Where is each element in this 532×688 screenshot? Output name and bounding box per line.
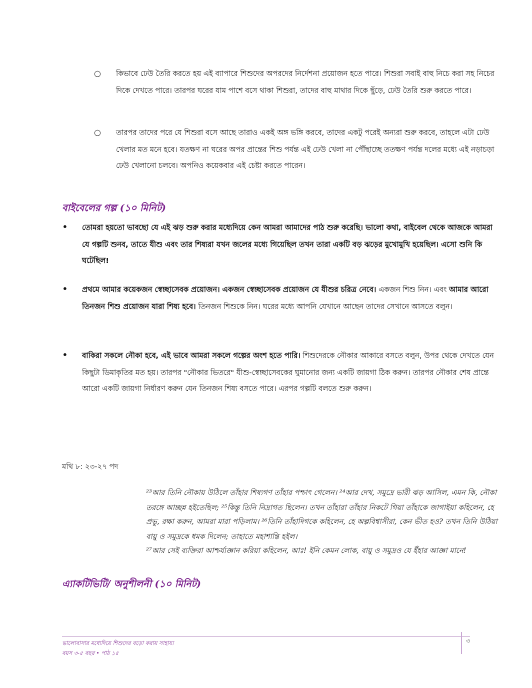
bullet-text: একজন শিশু নিন। এবং [376, 285, 450, 294]
circle-bullet-icon: ○ [94, 69, 101, 78]
bullet-bold-text: বাকিরা সকলে নৌকা হবে, এই ভাবে আমরা সকলে গল্পের অংশ হতে পারি। [82, 351, 301, 360]
bullet-bold-text: তোমরা হয়তো ভাবছো যে এই ঝড় শুরু করার মধ্যেদিয়ে কেন আমরা আমাদের পাঠ শুরু করেছি। ভালো কথা, বাইবেল থেকে আজকে আমরা যে গল্পটি শুনব, তাতে যীশু এবং তার শিষ্যরা যখন জলের মধ্যে গিয়েছিল তখন তারা একটি বড় ঝড়ের মুখোমুখি হয়েছিল। এসো শুনি কি ঘটেছিল! [82, 223, 493, 265]
quote-paragraph: ²⁷আর সেই ব্যক্তিরা আশ্চর্য্যজ্ঞান করিয়া কহিলেন, আঃ! ইনি কেমন লোক, বায়ু ও সমুদ্রও যে ইঁহার আজ্ঞা মানে! [146, 546, 467, 556]
sub-item-text: তারপর তাদের পরে যে শিশুরা বসে আছে তারাও একই অঙ্গ ভঙ্গি করবে, তাদের একটু পরেই অন্যরা শুরু করবে, তাহলে এটা ঢেউ খেলার মত মনে হবে। যতক্ষণ না ঘরের অপর প্রান্তের শিশু পর্যন্ত এই ঢেউ খেলা না পৌঁছাচ্ছে ততক্ষণ পর্যন্ত দলের মধ্যে এই নড়াচড়া ঢেউ খেলানো চলবে। অপনিও কয়েকবার এই চেষ্টা করতে পারেন। [116, 128, 495, 170]
bullet-bold-text: প্রথমে আমার কয়েকজন স্বেচ্ছাসেবক প্রয়োজন। একজন স্বেচ্ছাসেবক প্রয়োজন যে যীশুর চরিত্র নেবে। [82, 285, 377, 294]
bullet-dot-icon: • [62, 284, 68, 295]
sub-item-text: কিভাবে ঢেউ তৈরি করতে হয় এই ব্যাপারে শিশুদের অপরদের নির্দেশনা প্রয়োজন হতে পারে। শিশুরা সবাই বাহু নিচে করা সহ নিচের দিকে দেখতে পারে। তারপর ঘরের যাম পাশে বসে থাকা শিশুরা, তাদের বাহু মাথার দিকে ছুঁড়ে, ঢেউ তৈরি শুরু করতে পারে। [116, 69, 495, 95]
bullet-item-boat [62, 348, 502, 398]
sub-item-wave-continue [94, 125, 504, 175]
scripture-reference: মথি ৮: ২৩-২৭ পদ [62, 462, 119, 471]
sub-item-wave-instructions [94, 66, 504, 99]
scripture-quote [146, 486, 498, 559]
footer-meta: বয়স ৩-৫ বছর • পাঠ ১৫ [62, 651, 119, 657]
bullet-item-volunteers [62, 282, 502, 315]
quote-paragraph: ²³আর তিনি নৌকায় উঠিলে তাঁহার শিষ্যগণ তাঁহার পশ্চাৎ গেলেন। ²⁴আর দেখ, সমুদ্রে ভারী ঝড় আসিল, এমন কি, নৌকা তরঙ্গে আচ্ছন্ন হইতেছিল; ²⁵কিন্তু তিনি নিদ্রাগত ছিলেন। তখন তাঁহারা তাঁহার নিকটে গিয়া তাঁহাকে জাগাইয়া কহিলেন, হে প্রভু, রক্ষা করুন, আমরা মারা পড়িলাম। ²⁶তিনি তাঁহাদিগকে কহিলেন, হে অল্পবিশ্বাসীরা, কেন ভীত হও? তখন তিনি উঠিয়া বায়ু ও সমুদ্রকে ধমক দিলেন; তাহাতে মহাশান্তি হইল। [146, 488, 498, 541]
circle-bullet-icon: ○ [94, 128, 101, 137]
bullet-text: শিশুদেরকে নৌকার আকারে বসতে বলুন, উপর থেকে দেখতে যেন কিছুটা ডিমাকৃতির মত হয়। তারপর "নৌকার ভিতরে" যীশু-স্বেচ্ছাসেবকের ঘুমানোর জন্য একটি জায়গা ঠিক করুন। তারপর নৌকার শেষ প্রান্তে আরো একটি জায়গা নির্ধারণ করুন যেন তিনজন শিষ্য বসতে পারে। এরপর গল্পটি বলতে শুরু করুন। [82, 351, 494, 393]
bullet-item-intro [62, 220, 502, 270]
bullet-dot-icon: • [62, 350, 68, 361]
bullet-dot-icon: • [62, 222, 68, 233]
section-heading-activity: এ্যাকটিভিটি/ অনুশীলনী (১০ মিনিট) [62, 579, 201, 590]
bullet-bold-text-2: আমার আরো তিনজন শিশু প্রয়োজন যারা শিষ্য হবে। [82, 285, 489, 311]
footer-rule [62, 636, 470, 637]
footer-title: ভালোবাসার মধ্যেদিয়ে শিশুদের বড়ো করায় সাহায্য [62, 641, 174, 647]
section-heading-bible-story: বাইবেলের গল্প (১০ মিনিট) [62, 203, 167, 214]
footer-divider [461, 632, 462, 654]
page-number: ৩ [466, 637, 471, 645]
bullet-text-2: তিনজন শিশুকে নিন। ঘরের মধ্যে আপনি যেখানে আছেন তাদের সেখানে আসতে বলুন। [195, 301, 453, 311]
